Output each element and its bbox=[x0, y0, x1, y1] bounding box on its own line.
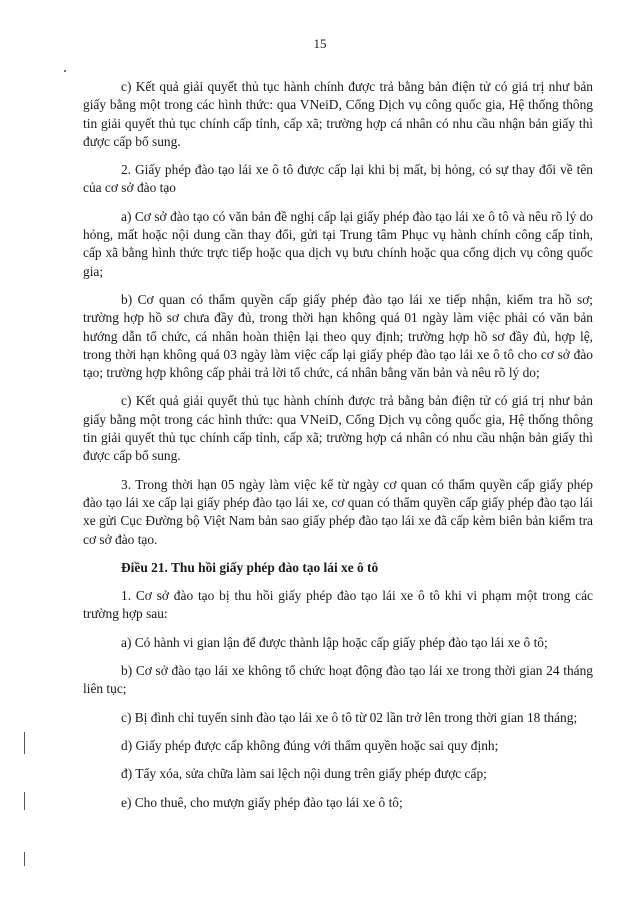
list-item-dd: đ) Tẩy xóa, sửa chữa làm sai lệch nội dung trên giấy phép được cấp; bbox=[121, 766, 487, 782]
scan-edge-mark bbox=[24, 792, 25, 810]
scan-speck bbox=[64, 70, 66, 72]
paragraph-1c-result: c) Kết quả giải quyết thủ tục hành chính được trả bằng bản điện tử có giá trị như bản giấy bằng một trong các hình thức: qua VNeiD, Cổng Dịch vụ công quốc gia, Hệ thống thông tin giải quyết thủ tục chính cấp tỉnh, cấp xã; trường hợp cá nhân có nhu cầu nhận bản giấy thì được cấp bổ sung. bbox=[83, 79, 593, 149]
document-body bbox=[83, 78, 593, 822]
list-item-e: e) Cho thuê, cho mượn giấy phép đào tạo lái xe ô tô; bbox=[121, 794, 403, 810]
paragraph-2c-result: c) Kết quả giải quyết thủ tục hành chính được trả bằng bản điện tử có giá trị như bản giấy bằng một trong các hình thức: qua VNeiD, Cổng Dịch vụ công quốc gia, Hệ thống thông tin giải quyết thủ tục chính cấp tỉnh, cấp xã; trường hợp cá nhân có nhu cầu nhận bản giấy thì được cấp bổ sung. bbox=[83, 393, 593, 464]
list-item-d: d) Giấy phép được cấp không đúng với thẩm quyền hoặc sai quy định; bbox=[121, 737, 499, 753]
paragraph-2a-request: a) Cơ sở đào tạo có văn bản đề nghị cấp lại giấy phép đào tạo lái xe ô tô và nêu rõ lý do hỏng, mất hoặc nội dung cần thay đổi, gửi tại Trung tâm Phục vụ hành chính công cấp tỉnh, cấp xã bằng hình thức trực tiếp hoặc qua dịch vụ bưu chính hoặc qua cổng dịch vụ công quốc gia; bbox=[83, 208, 593, 279]
article-21-heading: Điều 21. Thu hồi giấy phép đào tạo lái xe ô tô bbox=[121, 559, 379, 575]
list-item-a: a) Có hành vi gian lận để được thành lập hoặc cấp giấy phép đào tạo lái xe ô tô; bbox=[121, 634, 548, 650]
list-item-c: c) Bị đình chỉ tuyển sinh đào tạo lái xe ô tô từ 02 lần trở lên trong thời gian 18 tháng; bbox=[121, 709, 578, 725]
paragraph-2b-review: b) Cơ quan có thẩm quyền cấp giấy phép đào tạo lái xe tiếp nhận, kiểm tra hồ sơ; trường hợp hồ sơ chưa đầy đủ, trong thời hạn không quá 01 ngày làm việc phải có văn bản hướng dẫn tổ chức, cá nhân hoàn thiện lại theo quy định; trường hợp hồ sơ đầy đủ, hợp lệ, trong thời hạn không quá 03 ngày làm việc cấp lại giấy phép đào tạo lái xe ô tô cho cơ sở đào tạo; trường hợp không cấp phải trả lời tổ chức, cá nhân bằng văn bản và nêu rõ lý do; bbox=[83, 291, 593, 381]
paragraph-21-1-revocation: 1. Cơ sở đào tạo bị thu hồi giấy phép đào tạo lái xe ô tô khi vi phạm một trong các trường hợp sau: bbox=[83, 588, 593, 622]
scan-edge-mark bbox=[24, 852, 25, 866]
scan-edge-mark bbox=[24, 732, 25, 754]
page-number: 15 bbox=[313, 36, 327, 51]
paragraph-2-reissue: 2. Giấy phép đào tạo lái xe ô tô được cấp lại khi bị mất, bị hỏng, có sự thay đổi về tên của cơ sở đào tạo bbox=[83, 162, 593, 196]
list-item-b: b) Cơ sở đào tạo lái xe không tổ chức hoạt động đào tạo lái xe trong thời gian 24 tháng liên tục; bbox=[83, 663, 593, 697]
paragraph-3-deadline: 3. Trong thời hạn 05 ngày làm việc kể từ ngày cơ quan có thẩm quyền cấp giấy phép đào tạo lái xe cấp lại giấy phép đào tạo lái xe, cơ quan có thẩm quyền cấp giấy phép đào tạo lái xe gửi Cục Đường bộ Việt Nam bản sao giấy phép đào tạo lái xe đã cấp kèm biên bản kiểm tra cơ sở đào tạo. bbox=[83, 476, 593, 547]
